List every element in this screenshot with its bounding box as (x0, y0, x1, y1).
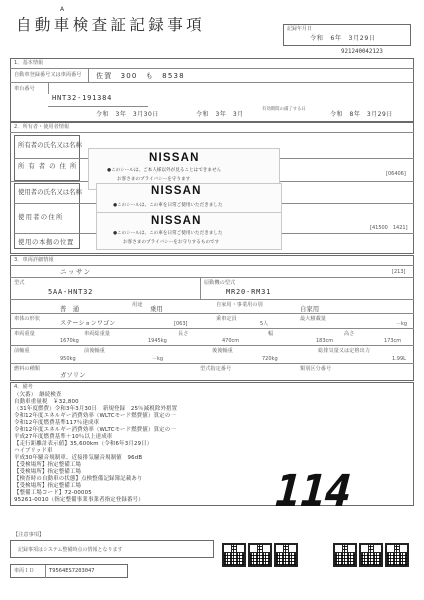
sticker-text-1: ●このシールは、この車を日常ご使用いただきました (113, 203, 223, 208)
privacy-sticker-3 (96, 212, 282, 250)
qr-code-4 (333, 543, 357, 567)
body-shape-value: ステーションワゴン (60, 320, 116, 327)
owner-user-heading: 2．所有者・使用者情報 (14, 124, 70, 130)
vehicle-detail-heading: 3．車両詳細情報 (14, 257, 54, 263)
nissan-logo: NISSAN (151, 185, 202, 197)
front-rear-axle-label: 前後軸重 (84, 348, 105, 354)
address-code-2: [41500 1421] (370, 225, 408, 231)
remark-line: （欠番） 継続検査 (14, 392, 62, 398)
qr-code-5 (359, 543, 383, 567)
qr-code-1 (222, 543, 246, 567)
engine-model-value: MR20-RM31 (226, 288, 272, 296)
address-code-1: [06406] (386, 171, 406, 177)
owner-name-label: 所有者の氏名又は名称 (18, 141, 82, 149)
body-shape-label: 車体の形状 (14, 316, 40, 322)
registration-number-value: 佐賀 300 も 8538 (96, 72, 185, 80)
first-registration-date: 令和 3年 3月30日 (96, 111, 159, 118)
gross-weight-label: 車両総重量 (84, 331, 110, 337)
privacy-sticker-2 (96, 183, 282, 215)
remark-line: 令和12年度エネルギー消費効率（WLTCモード燃費値）算定の一 (14, 427, 176, 433)
sticker-text-2: お客さまのプライバシーを守ります (117, 177, 191, 182)
displacement-value: 1.99L (392, 356, 406, 362)
car-id-value: T9564ES7203047 (49, 568, 95, 574)
maker-value: ニッサン (60, 268, 92, 276)
remarks-heading: 4．備考 (14, 384, 33, 390)
private-commercial-label: 自家用・事業用の別 (216, 302, 263, 308)
remark-line: ハイブリッド車 (14, 448, 53, 454)
form-mark: A (60, 6, 65, 13)
rear-axle-label: 後後軸重 (212, 348, 233, 354)
model-label: 型式 (14, 280, 25, 286)
front-rear-axle-value: －kg (152, 356, 164, 362)
fuel-type-value: ガソリン (60, 371, 86, 379)
record-date-box (283, 24, 411, 46)
registration-number-label: 自動車登録番号又は車両番号 (14, 72, 82, 78)
remark-line: 平成27年度燃費基準＋10％以上達成車 (14, 434, 113, 440)
remark-line: 【走行距離計表示値】35,600km（令和6年3月29日） (14, 441, 153, 447)
length-value: 470cm (222, 338, 240, 344)
maker-code: [213] (392, 269, 406, 275)
document-number: 921240042123 (341, 49, 383, 55)
type-spec-label: 型式指定番号 (200, 366, 232, 372)
notes-text: 記録事項はシステム整備時点の情報となります (18, 547, 123, 553)
expiry-value: 令和 8年 3月29日 (330, 111, 393, 118)
notes-heading: 【注意事項】 (13, 532, 45, 538)
max-load-label: 最大積載量 (300, 316, 326, 322)
remark-line: 令和12年度エネルギー消費効率（WLTCモード燃費値）算定の一 (14, 413, 176, 419)
front-axle-value: 950kg (60, 356, 76, 362)
remark-line: 【受検場所】指定整備工場 (14, 462, 82, 468)
width-value: 183cm (316, 338, 334, 344)
vehicle-kind-value: 普 通 (60, 305, 80, 313)
purpose-value: 乗用 (150, 305, 163, 313)
remark-line: 95261-0010（指定整備事業事業者指定登録番号） (14, 497, 144, 503)
qr-code-3 (274, 543, 298, 567)
model-value: 5AA-HNT32 (48, 288, 94, 296)
remark-line: 平成30年騒音規制車、近接排気騒音規制値 96dB (14, 455, 143, 461)
engine-model-label: 原動機の型式 (204, 280, 236, 286)
handwritten-number: 114 (268, 466, 357, 517)
base-location-label: 使用の本拠の位置 (18, 238, 74, 246)
user-address-label: 使用者の住所 (18, 213, 64, 221)
vehicle-weight-label: 車両重量 (14, 331, 35, 337)
expiry-label: 有効期間の満了する日 (262, 107, 306, 112)
fuel-type-label: 燃料の種類 (14, 366, 40, 372)
remark-line: 【整備工場コード】72-00005 (14, 490, 92, 496)
basic-info-heading: 1．基本情報 (14, 60, 44, 66)
remark-line: 自動車重量税 ￥32,800 (14, 399, 79, 405)
sticker-text-1: ●このシールは、この車を日常ご使用いただきました (113, 231, 223, 236)
length-label: 長さ (178, 331, 189, 337)
document-title: 自動車検査証記録事項 (16, 16, 206, 34)
remark-line: （31年度燃費）令和3年3月30日 新規登録 25％減税除外措置 (14, 406, 178, 412)
sticker-text-2: お客さまのプライバシーをお守りするものです (123, 240, 220, 245)
body-shape-code: [063] (174, 321, 188, 327)
nissan-logo: NISSAN (149, 152, 200, 164)
capacity-label: 乗車定員 (216, 316, 237, 322)
displacement-label: 総排気量又は定格出力 (318, 348, 370, 354)
front-axle-label: 前軸重 (14, 348, 30, 354)
category-label: 類別区分番号 (300, 366, 332, 372)
gross-weight-value: 1945kg (148, 338, 167, 344)
vehicle-weight-value: 1670kg (60, 338, 79, 344)
private-commercial-value: 自家用 (300, 305, 320, 313)
nissan-logo: NISSAN (151, 215, 202, 227)
record-date-label: 記録年月日 (287, 26, 313, 32)
width-label: 幅 (268, 331, 274, 337)
sticker-text-1: ●このシールは、ご本人様以外が見ることはできません (107, 168, 222, 173)
qr-code-6 (385, 543, 409, 567)
remark-line: 令和12年度燃費基準117％達成車 (14, 420, 100, 426)
record-date-value: 令和 6年 3月29日 (310, 35, 376, 42)
valid-date: 令和 3年 3月 (196, 111, 244, 118)
vin-value: HNT32-191384 (52, 94, 113, 102)
remark-line: 【検査時の自動車の状態】点検整備記録簿記載あり (14, 476, 143, 482)
remark-line: 【受検場所】指定整備工場 (14, 483, 82, 489)
car-id-box (10, 564, 128, 578)
qr-code-2 (248, 543, 272, 567)
max-load-value: －kg (396, 321, 408, 327)
owner-address-label: 所有者の住所 (18, 162, 81, 170)
capacity-value: 5人 (260, 321, 269, 327)
car-id-label: 車両ＩＤ (14, 568, 35, 574)
remark-line: 【受検場所】指定整備工場 (14, 469, 82, 475)
height-label: 高さ (344, 331, 355, 337)
height-value: 173cm (384, 338, 402, 344)
rear-axle-value: 720kg (262, 356, 278, 362)
vin-label: 車台番号 (14, 86, 35, 92)
purpose-label: 用途 (132, 302, 143, 308)
user-name-label: 使用者の氏名又は名称 (18, 188, 82, 196)
